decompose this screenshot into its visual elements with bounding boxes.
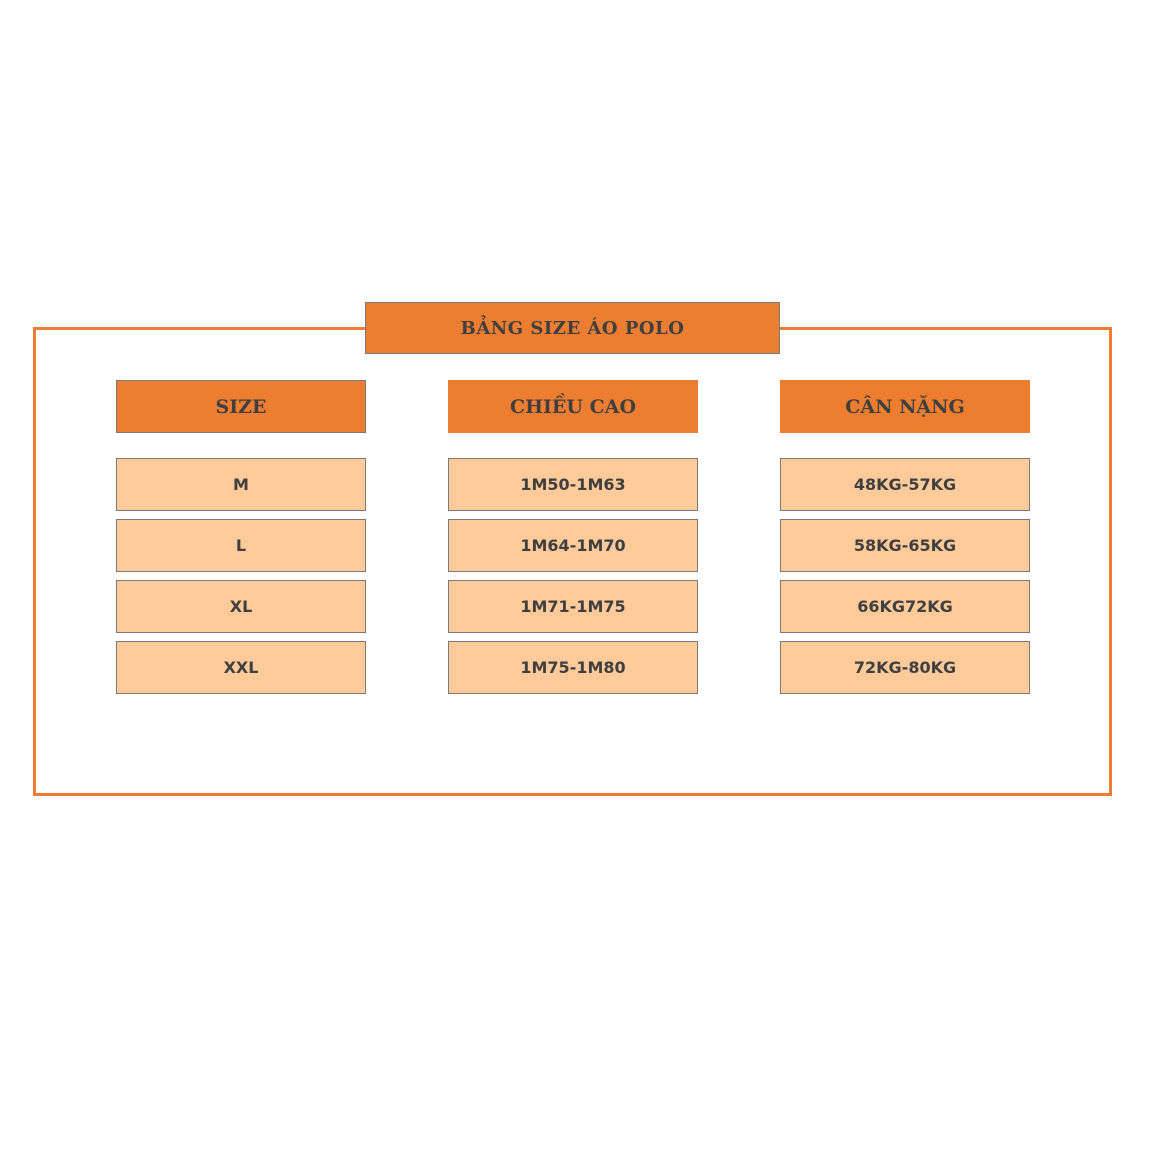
column-height-rows: [448, 458, 698, 694]
table-cell-height: 1M75-1M80: [448, 641, 698, 694]
column-header-size: SIZE: [116, 380, 366, 433]
table-cell-height: 1M71-1M75: [448, 580, 698, 633]
column-weight-rows: [780, 458, 1030, 694]
table-cell-weight: 48KG-57KG: [780, 458, 1030, 511]
table-cell-size: M: [116, 458, 366, 511]
column-header-height: CHIỀU CAO: [448, 380, 698, 433]
size-chart-title: BẢNG SIZE ÁO POLO: [365, 302, 780, 354]
table-cell-height: 1M50-1M63: [448, 458, 698, 511]
column-weight: [780, 380, 1030, 702]
column-size: [116, 380, 366, 702]
column-header-weight: CÂN NẶNG: [780, 380, 1030, 433]
table-cell-weight: 66KG72KG: [780, 580, 1030, 633]
table-cell-weight: 58KG-65KG: [780, 519, 1030, 572]
table-cell-size: L: [116, 519, 366, 572]
table-cell-weight: 72KG-80KG: [780, 641, 1030, 694]
table-cell-size: XXL: [116, 641, 366, 694]
column-height: [448, 380, 698, 702]
table-cell-height: 1M64-1M70: [448, 519, 698, 572]
table-cell-size: XL: [116, 580, 366, 633]
column-size-rows: [116, 458, 366, 694]
